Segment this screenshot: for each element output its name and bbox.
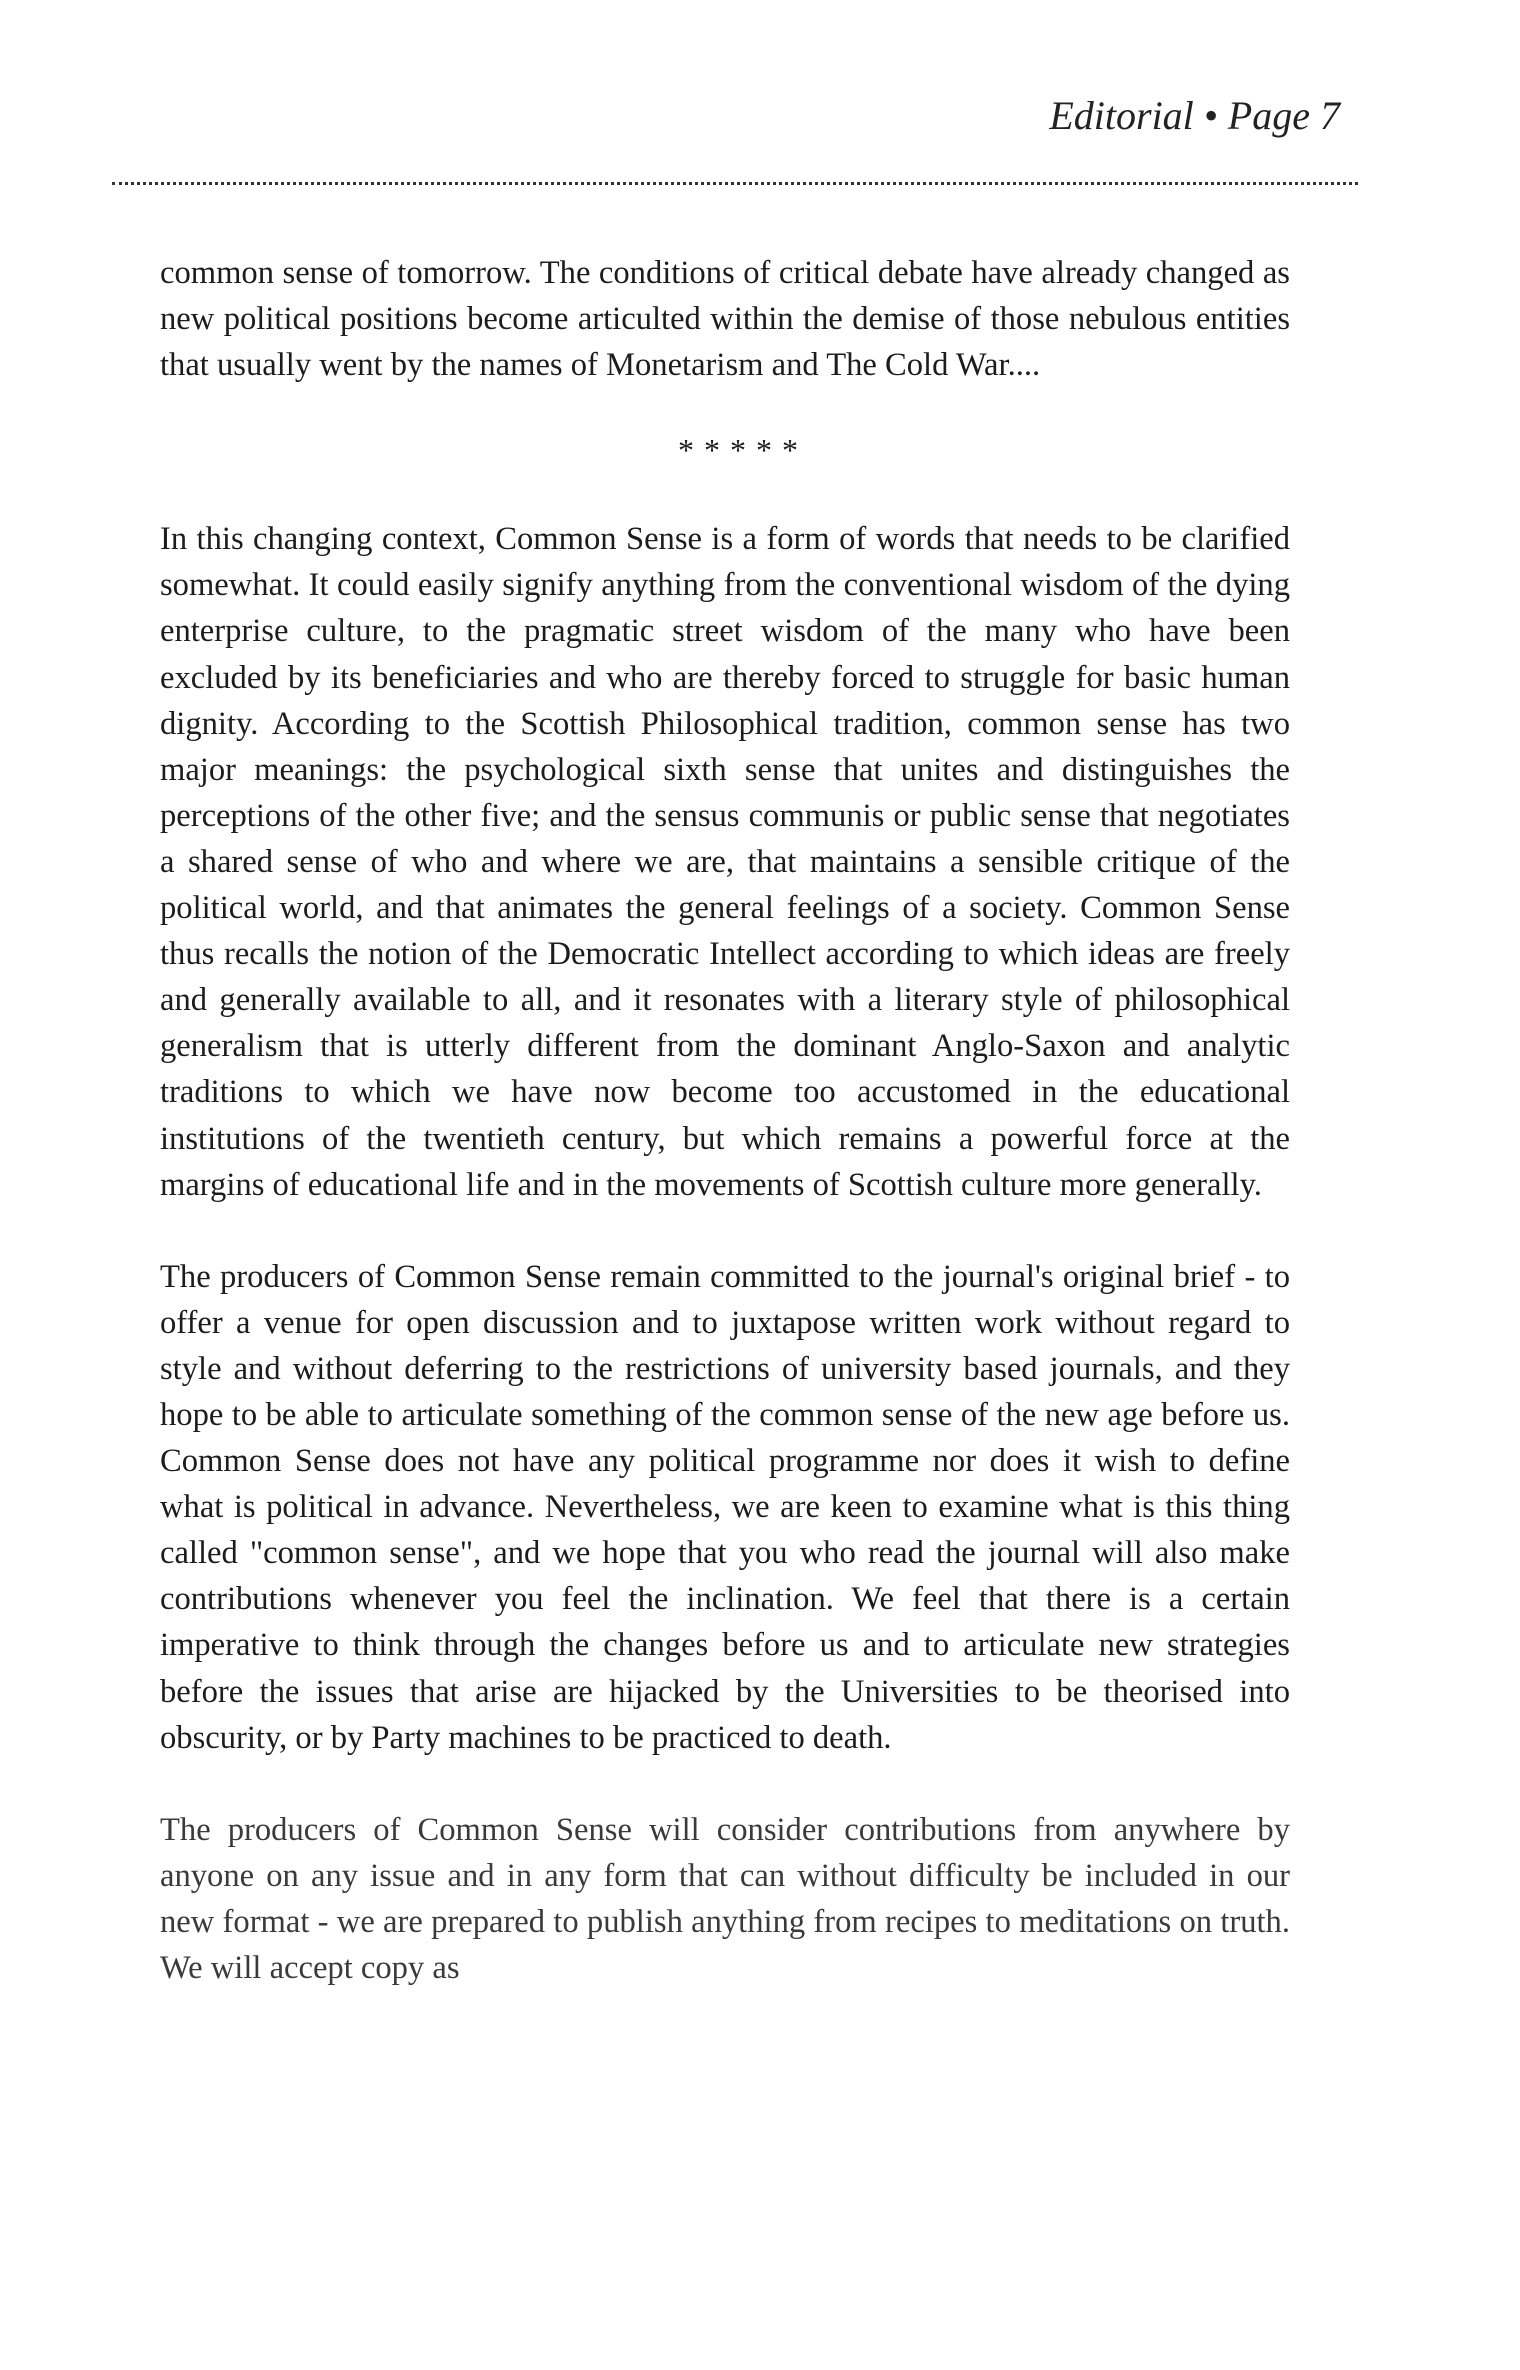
- running-header: [160, 92, 1350, 152]
- paragraph-common-sense-context: In this changing context, Common Sense is a form of words that needs to be clarified somewhat. It could easily signify anything from the conventional wisdom of the dying enterprise culture, to the pragmatic street wisdom of the many who have been excluded by its beneficiaries and who are thereby forced to struggle for basic human dignity. According to the Scottish Philosophical tradition, common sense has two major meanings: the psychological sixth sense that unites and distinguishes the perceptions of the other five; and the sensus communis or public sense that negotiates a shared sense of who and where we are, that maintains a sensible critique of the political world, and that animates the general feelings of a society. Common Sense thus recalls the notion of the Democratic Intellect according to which ideas are freely and generally available to all, and it resonates with a literary style of philosophical generalism that is utterly different from the dominant Anglo-Saxon and analytic traditions to which we have now become too accustomed in the educational institutions of the twentieth century, but which remains a powerful force at the margins of educational life and in the movements of Scottish culture more generally.: [160, 521, 1290, 1203]
- header-title: Editorial • Page 7: [1049, 93, 1340, 138]
- page-body: [160, 250, 1290, 1991]
- section-separator: *****: [678, 432, 808, 469]
- paragraph-producers-commitment: The producers of Common Sense remain committed to the journal's original brief - to offer a venue for open discussion and to juxtapose written work without regard to style and without deferring to the restrictions of university based journals, and they hope to be able to articulate something of the common sense of the new age before us. Common Sense does not have any political programme nor does it wish to define what is political in advance. Nevertheless, we are keen to examine what is this thing called "common sense", and we hope that you who read the journal will also make contributions whenever you feel the inclination. We feel that there is a certain imperative to think through the changes before us and to articulate new strategies before the issues that arise are hijacked by the Universities to be theorised into obscurity, or by Party machines to be practiced to death.: [160, 1258, 1290, 1756]
- header-divider: [112, 182, 1358, 185]
- paragraph-contributions: The producers of Common Sense will consider contributions from anywhere by anyone on any issue and in any form that can without difficulty be included in our new format - we are prepared to publish anything from recipes to meditations on truth. We will accept copy as: [160, 1811, 1290, 1986]
- paragraph-continuation: common sense of tomorrow. The conditions of critical debate have already changed as new political positions become articulted within the demise of those nebulous entities that usually went by the names of Monetarism and The Cold War....: [160, 255, 1290, 384]
